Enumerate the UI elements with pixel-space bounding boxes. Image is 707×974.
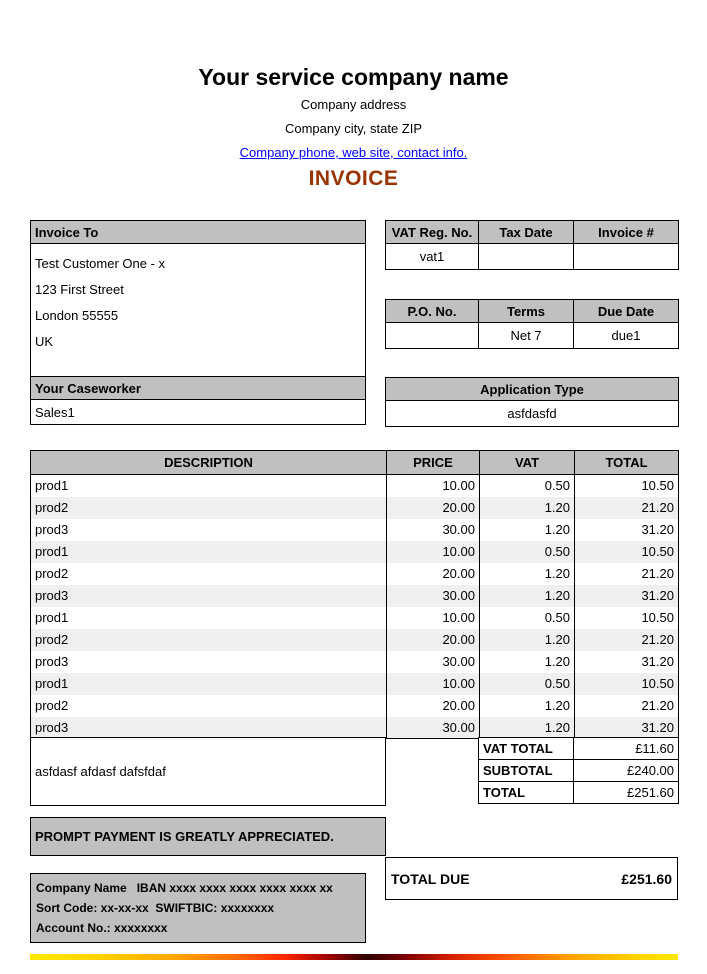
po-meta-table <box>385 299 679 349</box>
cell-total: 10.50 <box>575 673 679 695</box>
cell-vat: 0.50 <box>480 607 575 629</box>
cell-description: prod2 <box>31 629 387 651</box>
price-column-header: PRICE <box>387 451 480 475</box>
customer-city: London 55555 <box>35 308 119 323</box>
table-row <box>31 695 679 717</box>
description-column-header: DESCRIPTION <box>31 451 387 475</box>
cell-price: 20.00 <box>387 497 480 519</box>
application-type-value: asfdasfd <box>386 401 679 427</box>
cell-description: prod2 <box>31 497 387 519</box>
customer-name: Test Customer One - x <box>35 256 166 271</box>
customer-street: 123 First Street <box>35 282 124 297</box>
cell-price: 30.00 <box>387 651 480 673</box>
cell-vat: 1.20 <box>480 585 575 607</box>
po-no-header: P.O. No. <box>386 300 479 323</box>
total-value: £251.60 <box>574 782 679 804</box>
cell-price: 30.00 <box>387 717 480 739</box>
terms-header: Terms <box>479 300 574 323</box>
vat-reg-no-value: vat1 <box>386 244 479 270</box>
totals-table <box>478 737 679 804</box>
terms-value: Net 7 <box>479 323 574 349</box>
table-row <box>31 585 679 607</box>
tax-date-value <box>479 244 574 270</box>
cell-price: 20.00 <box>387 695 480 717</box>
table-row <box>31 651 679 673</box>
vat-reg-no-header: VAT Reg. No. <box>386 221 479 244</box>
cell-total: 21.20 <box>575 629 679 651</box>
table-row <box>31 629 679 651</box>
total-due-value: £251.60 <box>621 870 672 887</box>
invoice-to-address <box>30 243 366 377</box>
total-label: TOTAL <box>479 782 574 804</box>
cell-description: prod1 <box>31 475 387 497</box>
invoice-to-section <box>30 220 366 425</box>
bank-details-box <box>30 873 366 943</box>
cell-price: 30.00 <box>387 585 480 607</box>
application-type-header: Application Type <box>386 378 679 401</box>
bank-sortcode-line: Sort Code: xx-xx-xx SWIFTBIC: xxxxxxxx <box>36 901 275 915</box>
company-address-line2: Company city, state ZIP <box>284 121 423 136</box>
invoice-to-header: Invoice To <box>30 220 366 244</box>
cell-total: 10.50 <box>575 475 679 497</box>
cell-price: 10.00 <box>387 607 480 629</box>
cell-price: 20.00 <box>387 563 480 585</box>
table-row <box>31 563 679 585</box>
cell-vat: 1.20 <box>480 695 575 717</box>
cell-total: 21.20 <box>575 497 679 519</box>
cell-description: prod3 <box>31 717 387 739</box>
cell-price: 20.00 <box>387 629 480 651</box>
subtotal-value: £240.00 <box>574 760 679 782</box>
table-row <box>31 541 679 563</box>
bank-iban-line: Company Name IBAN xxxx xxxx xxxx xxxx xxxx xx <box>36 881 333 895</box>
cell-description: prod1 <box>31 541 387 563</box>
po-no-value <box>386 323 479 349</box>
subtotal-label: SUBTOTAL <box>479 760 574 782</box>
company-contact-link[interactable]: Company phone, web site, contact info. <box>239 145 468 160</box>
vat-total-label: VAT TOTAL <box>479 738 574 760</box>
cell-vat: 1.20 <box>480 629 575 651</box>
table-row <box>31 475 679 497</box>
cell-total: 10.50 <box>575 541 679 563</box>
due-date-value: due1 <box>574 323 679 349</box>
vat-meta-table <box>385 220 679 270</box>
prompt-payment-box <box>30 817 386 856</box>
table-row <box>31 607 679 629</box>
cell-vat: 1.20 <box>480 519 575 541</box>
cell-price: 30.00 <box>387 519 480 541</box>
cell-total: 21.20 <box>575 695 679 717</box>
table-row <box>31 519 679 541</box>
items-table <box>30 450 679 739</box>
caseworker-header: Your Caseworker <box>30 376 366 400</box>
cell-total: 31.20 <box>575 519 679 541</box>
cell-description: prod3 <box>31 651 387 673</box>
cell-total: 31.20 <box>575 651 679 673</box>
total-column-header: TOTAL <box>575 451 679 475</box>
tax-date-header: Tax Date <box>479 221 574 244</box>
invoice-title: INVOICE <box>308 167 399 190</box>
cell-price: 10.00 <box>387 541 480 563</box>
cell-vat: 1.20 <box>480 497 575 519</box>
notes-box <box>30 737 386 806</box>
cell-description: prod1 <box>31 607 387 629</box>
table-row <box>31 497 679 519</box>
table-row <box>31 673 679 695</box>
cell-description: prod1 <box>31 673 387 695</box>
items-table-body <box>31 475 679 739</box>
caseworker-value: Sales1 <box>30 399 366 425</box>
cell-vat: 1.20 <box>480 717 575 739</box>
bank-account-line: Account No.: xxxxxxxx <box>36 921 168 935</box>
cell-price: 10.00 <box>387 475 480 497</box>
total-due-label: TOTAL DUE <box>391 870 470 887</box>
cell-total: 31.20 <box>575 585 679 607</box>
cell-description: prod3 <box>31 519 387 541</box>
table-row <box>31 717 679 739</box>
cell-total: 31.20 <box>575 717 679 739</box>
application-type-table <box>385 377 679 427</box>
cell-total: 10.50 <box>575 607 679 629</box>
invoice-number-value <box>574 244 679 270</box>
notes-text: asfdasf afdasf dafsfdaf <box>35 764 166 779</box>
customer-country: UK <box>35 334 54 349</box>
cell-price: 10.00 <box>387 673 480 695</box>
invoice-number-header: Invoice # <box>574 221 679 244</box>
company-name: Your service company name <box>198 64 509 90</box>
vat-total-value: £11.60 <box>574 738 679 760</box>
prompt-payment-text: PROMPT PAYMENT IS GREATLY APPRECIATED. <box>35 829 334 844</box>
vat-column-header: VAT <box>480 451 575 475</box>
cell-description: prod2 <box>31 563 387 585</box>
due-date-header: Due Date <box>574 300 679 323</box>
cell-vat: 0.50 <box>480 541 575 563</box>
cell-vat: 0.50 <box>480 475 575 497</box>
cell-total: 21.20 <box>575 563 679 585</box>
cell-vat: 0.50 <box>480 673 575 695</box>
company-address-line1: Company address <box>300 97 407 112</box>
cell-vat: 1.20 <box>480 563 575 585</box>
cell-description: prod2 <box>31 695 387 717</box>
cell-vat: 1.20 <box>480 651 575 673</box>
total-due-box <box>385 857 678 900</box>
cell-description: prod3 <box>31 585 387 607</box>
footer-gradient-bar <box>30 954 678 960</box>
